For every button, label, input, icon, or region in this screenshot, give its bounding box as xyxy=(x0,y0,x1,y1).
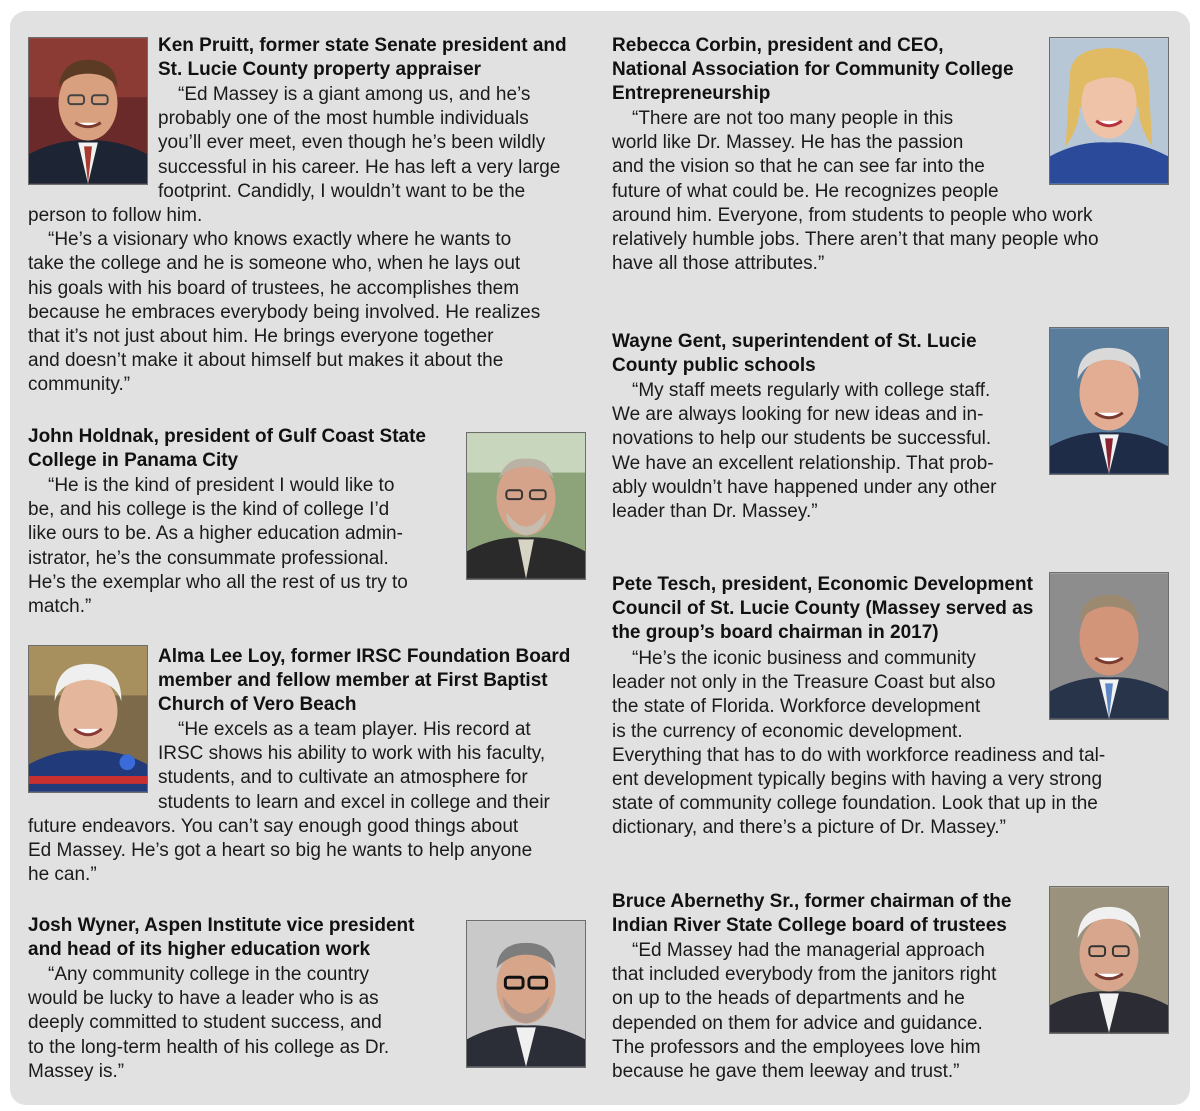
quote-text-line: Massey is.” xyxy=(28,1060,125,1082)
quote-heading: National Association for Community College xyxy=(612,59,1014,81)
quote-text-line: deeply committed to student success, and xyxy=(28,1012,382,1034)
quote-text-line: students to learn and excel in college and their xyxy=(158,791,550,813)
portrait-pete-tesch xyxy=(1049,572,1169,720)
quote-text-line: match.” xyxy=(28,596,92,617)
quote-text-line: is the currency of economic development. xyxy=(612,720,963,742)
quote-text-line: “He is the kind of president I would like to xyxy=(48,475,395,496)
quote-text-line: would be lucky to have a leader who is as xyxy=(28,988,379,1010)
quote-text-line: take the college and he is someone who, when he lays out xyxy=(28,253,521,275)
quote-heading: College in Panama City xyxy=(28,450,239,472)
quote-text-line: his goals with his board of trustees, he accomplishes them xyxy=(28,277,520,299)
quote-heading: Church of Vero Beach xyxy=(158,694,357,716)
portrait-wayne-gent xyxy=(1049,327,1169,475)
quote-text-line: “He’s the iconic business and community xyxy=(632,648,976,669)
quote-heading: Ken Pruitt, former state Senate president and xyxy=(158,35,567,56)
quote-text-line: world like Dr. Massey. He has the passion xyxy=(612,132,964,154)
quote-text-line: that included everybody from the janitors right xyxy=(612,964,997,986)
quote-text-line: “He’s a visionary who knows exactly where he wants to xyxy=(48,229,512,251)
quote-text-line: because he embraces everybody being involved. He realizes xyxy=(28,301,541,323)
quote-text-line: leader not only in the Treasure Coast but also xyxy=(612,672,996,694)
portrait-john-holdnak xyxy=(466,432,586,580)
quote-heading: Council of St. Lucie County (Massey served as xyxy=(612,598,1034,620)
quote-text-line: state of community college foundation. Look that up in the xyxy=(612,793,1098,815)
quote-text-line: and doesn’t make it about himself but makes it about the xyxy=(28,350,504,372)
quote-text-line: future endeavors. You can’t say enough good things about xyxy=(28,815,519,837)
quote-text-line: The professors and the employees love him xyxy=(612,1036,981,1058)
quote-text-line: successful in his career. He has left a very large xyxy=(158,156,561,178)
quote-text-line: future of what could be. He recognizes people xyxy=(612,180,999,202)
portrait-rebecca-corbin xyxy=(1049,37,1169,185)
quote-text-line: “Ed Massey had the managerial approach xyxy=(632,940,985,961)
quote-text-line: and the vision so that he can see far into the xyxy=(612,156,985,178)
quote-text-line: dictionary, and there’s a picture of Dr. Massey.” xyxy=(612,817,1006,839)
quote-text-line: “He excels as a team player. His record at xyxy=(178,719,531,740)
quote-text-line: relatively humble jobs. There aren’t that many people who xyxy=(612,229,1099,250)
quote-text-line: ably wouldn’t have happened under any other xyxy=(612,476,997,498)
quote-text-line: like ours to be. As a higher education admin- xyxy=(28,523,403,545)
quote-heading: St. Lucie County property appraiser xyxy=(158,59,482,81)
quote-text-line: “Ed Massey is a giant among us, and he’s xyxy=(178,84,531,105)
quote-text-line: IRSC shows his ability to work with his faculty, xyxy=(158,743,546,765)
quote-text-line: person to follow him. xyxy=(28,205,203,226)
quote-text-line: on up to the heads of departments and he xyxy=(612,988,965,1010)
quote-text-line: leader than Dr. Massey.” xyxy=(612,501,818,522)
quote-heading: Indian River State College board of trustees xyxy=(612,915,1007,937)
quote-text-line: We have an excellent relationship. That prob- xyxy=(612,452,994,474)
quote-heading: Josh Wyner, Aspen Institute vice president xyxy=(28,915,415,936)
quote-text-line: depended on them for advice and guidance. xyxy=(612,1012,983,1034)
quote-text-line: students, and to cultivate an atmosphere for xyxy=(158,767,528,789)
quote-text-line: Everything that has to do with workforce readiness and tal- xyxy=(612,744,1106,766)
quote-text-line: ent development typically begins with having a very strong xyxy=(612,769,1103,790)
quote-heading: Rebecca Corbin, president and CEO, xyxy=(612,35,944,56)
quote-text-line: be, and his college is the kind of college I’d xyxy=(28,499,390,521)
quote-text-line: he can.” xyxy=(28,864,97,886)
quote-text-line: novations to help our students be successful. xyxy=(612,428,992,450)
portrait-alma-lee-loy xyxy=(28,645,148,793)
quote-text-line: around him. Everyone, from students to people who work xyxy=(612,204,1093,226)
portrait-josh-wyner xyxy=(466,920,586,1068)
quote-heading: Wayne Gent, superintendent of St. Lucie xyxy=(612,331,977,352)
quote-heading: Alma Lee Loy, former IRSC Foundation Board xyxy=(158,646,571,667)
quote-text-line: the state of Florida. Workforce development xyxy=(612,696,981,718)
quote-text-line: “My staff meets regularly with college staff. xyxy=(632,380,991,401)
quote-heading: John Holdnak, president of Gulf Coast State xyxy=(28,426,426,447)
quote-text-line: you’ll ever meet, even though he’s been wildly xyxy=(158,132,546,154)
quote-text-line: He’s the exemplar who all the rest of us try to xyxy=(28,571,408,593)
quote-text-line: “There are not too many people in this xyxy=(632,108,954,129)
portrait-ken-pruitt xyxy=(28,37,148,185)
quote-heading: County public schools xyxy=(612,355,816,377)
quote-text-line: to the long-term health of his college as Dr. xyxy=(28,1036,390,1058)
quote-text-line: because he gave them leeway and trust.” xyxy=(612,1061,960,1082)
quote-heading: the group’s board chairman in 2017) xyxy=(612,622,939,644)
quote-heading: Pete Tesch, president, Economic Development xyxy=(612,574,1033,595)
quote-text-line: have all those attributes.” xyxy=(612,253,825,275)
quote-text-line: footprint. Candidly, I wouldn’t want to be the xyxy=(158,180,526,202)
quote-heading: Bruce Abernethy Sr., former chairman of the xyxy=(612,891,1012,912)
quote-text-line: probably one of the most humble individuals xyxy=(158,108,529,130)
quote-text-line: We are always looking for new ideas and in- xyxy=(612,404,984,426)
quote-heading: Entrepreneurship xyxy=(612,83,771,105)
quote-heading: and head of its higher education work xyxy=(28,939,371,961)
quote-text-line: istrator, he’s the consummate professional. xyxy=(28,547,389,569)
quote-text-line: Ed Massey. He’s got a heart so big he wants to help anyone xyxy=(28,840,533,861)
quote-heading: member and fellow member at First Baptist xyxy=(158,670,548,692)
quote-text-line: community.” xyxy=(28,374,131,396)
quote-text-line: “Any community college in the country xyxy=(48,964,370,985)
portrait-bruce-abernethy xyxy=(1049,886,1169,1034)
quote-text-line: that it’s not just about him. He brings everyone together xyxy=(28,326,494,347)
